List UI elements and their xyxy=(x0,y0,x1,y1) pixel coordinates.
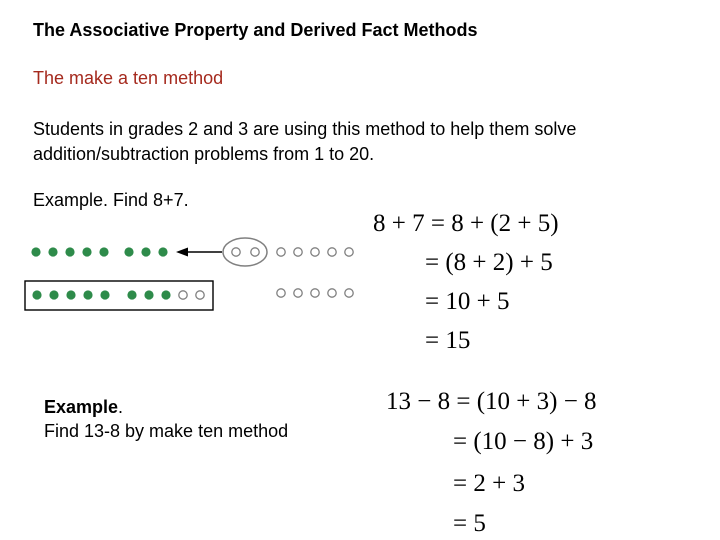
filled-counter xyxy=(124,247,133,256)
example-1-step-3: = 10 + 5 xyxy=(425,288,510,315)
filled-counter xyxy=(99,247,108,256)
filled-counter xyxy=(161,290,170,299)
example-2-label-punct: . xyxy=(118,397,124,417)
top-row xyxy=(31,238,353,266)
open-counter xyxy=(277,248,285,256)
example-1-step-2: = (8 + 2) + 5 xyxy=(425,249,553,276)
filled-counter xyxy=(31,247,40,256)
open-counter xyxy=(345,248,353,256)
open-counter xyxy=(232,248,240,256)
filled-counter xyxy=(158,247,167,256)
open-counter xyxy=(251,248,259,256)
open-counter xyxy=(311,248,319,256)
example-2-label: Example xyxy=(44,397,119,417)
example-2-step-2: = (10 − 8) + 3 xyxy=(453,428,594,455)
open-counter xyxy=(179,291,187,299)
open-counter xyxy=(345,289,353,297)
example-2-prompt: Find 13-8 by make ten method xyxy=(44,421,289,441)
filled-counter xyxy=(65,247,74,256)
open-counter xyxy=(311,289,319,297)
filled-counter xyxy=(144,290,153,299)
open-counter xyxy=(294,248,302,256)
filled-counter xyxy=(32,290,41,299)
grouped-pair-ellipse xyxy=(223,238,267,266)
page-title: The Associative Property and Derived Fact Methods xyxy=(33,20,478,40)
filled-counter xyxy=(100,290,109,299)
filled-counter xyxy=(49,290,58,299)
filled-counter xyxy=(82,247,91,256)
open-counter xyxy=(196,291,204,299)
filled-counter xyxy=(66,290,75,299)
filled-counter xyxy=(141,247,150,256)
open-counter xyxy=(277,289,285,297)
method-description: Students in grades 2 and 3 are using this method to help them solve addition/subtraction problems from 1 to 20. xyxy=(33,119,577,164)
example-1-step-4: = 15 xyxy=(425,327,471,354)
filled-counter xyxy=(83,290,92,299)
example-2-text xyxy=(44,395,288,443)
section-subtitle: The make a ten method xyxy=(33,68,224,88)
open-counter xyxy=(294,289,302,297)
example-1-step-1: 8 + 7 = 8 + (2 + 5) xyxy=(373,210,559,237)
filled-counter xyxy=(48,247,57,256)
example-1-label: Example. Find 8+7. xyxy=(33,190,189,210)
filled-counter xyxy=(127,290,136,299)
open-counter xyxy=(328,248,336,256)
move-arrow xyxy=(176,248,222,257)
example-2-step-3: = 2 + 3 xyxy=(453,470,525,497)
example-2-step-4: = 5 xyxy=(453,510,486,537)
example-2-step-1: 13 − 8 = (10 + 3) − 8 xyxy=(386,388,597,415)
open-counter xyxy=(328,289,336,297)
bottom-row xyxy=(25,281,353,310)
counter-dots-diagram xyxy=(0,228,370,318)
